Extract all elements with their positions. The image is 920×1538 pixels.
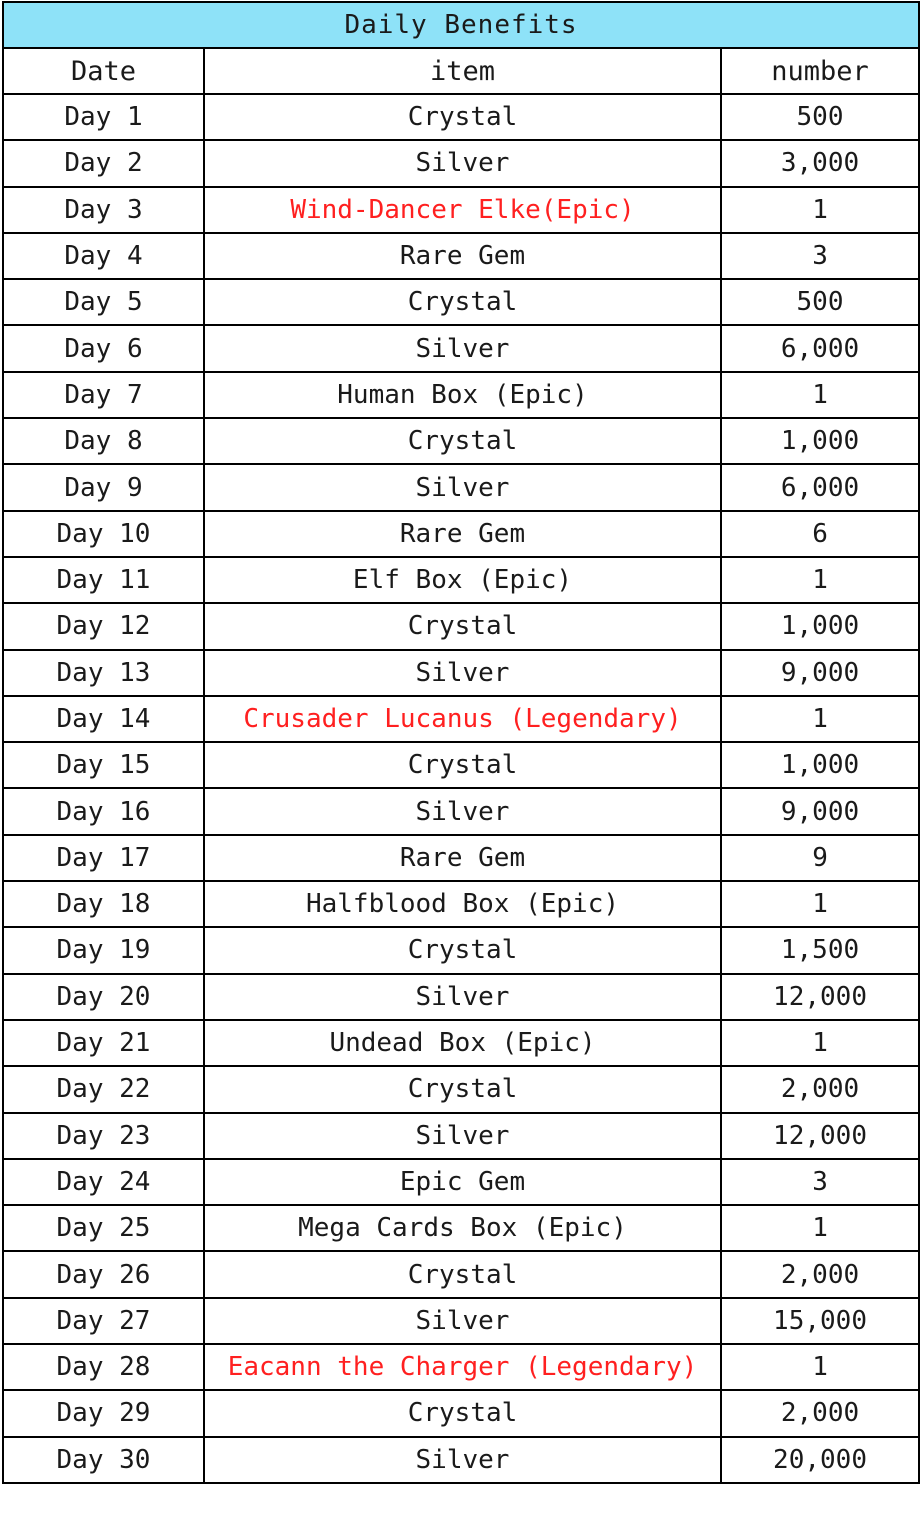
item-cell: Silver [204,650,721,696]
number-cell: 500 [721,279,919,325]
item-cell: Crusader Lucanus (Legendary) [204,696,721,742]
table-row [3,650,919,696]
item-cell: Rare Gem [204,233,721,279]
table-row [3,94,919,140]
table-row [3,557,919,603]
table-row [3,1020,919,1066]
item-cell: Epic Gem [204,1159,721,1205]
date-cell: Day 13 [3,650,204,696]
table-row [3,1437,919,1483]
date-cell: Day 18 [3,881,204,927]
number-cell: 20,000 [721,1437,919,1483]
table-row [3,881,919,927]
date-cell: Day 3 [3,187,204,233]
date-cell: Day 15 [3,742,204,788]
date-cell: Day 2 [3,140,204,186]
item-cell: Crystal [204,927,721,973]
table-row [3,835,919,881]
date-cell: Day 8 [3,418,204,464]
item-cell: Silver [204,1437,721,1483]
date-cell: Day 25 [3,1205,204,1251]
date-cell: Day 28 [3,1344,204,1390]
item-cell: Human Box (Epic) [204,372,721,418]
table-row [3,233,919,279]
table-row [3,1205,919,1251]
item-cell: Silver [204,325,721,371]
item-cell: Crystal [204,1390,721,1436]
table-row [3,1344,919,1390]
number-cell: 2,000 [721,1390,919,1436]
item-cell: Undead Box (Epic) [204,1020,721,1066]
table-row [3,742,919,788]
number-cell: 1 [721,557,919,603]
date-cell: Day 11 [3,557,204,603]
date-cell: Day 9 [3,464,204,510]
table-row [3,1159,919,1205]
number-cell: 2,000 [721,1066,919,1112]
item-cell: Rare Gem [204,835,721,881]
number-cell: 3 [721,1159,919,1205]
item-cell: Crystal [204,279,721,325]
table-row [3,372,919,418]
date-cell: Day 4 [3,233,204,279]
date-cell: Day 14 [3,696,204,742]
table-row [3,603,919,649]
number-cell: 1,000 [721,418,919,464]
column-header-number: number [721,48,919,94]
item-cell: Crystal [204,742,721,788]
number-cell: 1 [721,881,919,927]
table-row [3,1113,919,1159]
date-cell: Day 19 [3,927,204,973]
title-row [3,2,919,48]
item-cell: Silver [204,1298,721,1344]
date-cell: Day 5 [3,279,204,325]
date-cell: Day 7 [3,372,204,418]
number-cell: 15,000 [721,1298,919,1344]
table-body [3,94,919,1483]
date-cell: Day 26 [3,1251,204,1297]
number-cell: 6,000 [721,464,919,510]
item-cell: Halfblood Box (Epic) [204,881,721,927]
number-cell: 1 [721,1344,919,1390]
item-cell: Silver [204,1113,721,1159]
date-cell: Day 30 [3,1437,204,1483]
number-cell: 500 [721,94,919,140]
table-row [3,140,919,186]
number-cell: 1,000 [721,742,919,788]
date-cell: Day 24 [3,1159,204,1205]
number-cell: 1 [721,696,919,742]
column-header-date: Date [3,48,204,94]
item-cell: Eacann the Charger (Legendary) [204,1344,721,1390]
item-cell: Mega Cards Box (Epic) [204,1205,721,1251]
table-row [3,1390,919,1436]
table-row [3,788,919,834]
date-cell: Day 10 [3,511,204,557]
date-cell: Day 23 [3,1113,204,1159]
table-row [3,1251,919,1297]
table-title: Daily Benefits [3,2,919,48]
item-cell: Crystal [204,94,721,140]
table-row [3,696,919,742]
number-cell: 1 [721,187,919,233]
number-cell: 1,000 [721,603,919,649]
item-cell: Rare Gem [204,511,721,557]
number-cell: 2,000 [721,1251,919,1297]
number-cell: 1 [721,1020,919,1066]
date-cell: Day 27 [3,1298,204,1344]
item-cell: Silver [204,464,721,510]
number-cell: 3,000 [721,140,919,186]
number-cell: 1,500 [721,927,919,973]
date-cell: Day 17 [3,835,204,881]
number-cell: 3 [721,233,919,279]
number-cell: 6,000 [721,325,919,371]
table-row [3,279,919,325]
number-cell: 1 [721,372,919,418]
item-cell: Crystal [204,1251,721,1297]
date-cell: Day 16 [3,788,204,834]
number-cell: 9 [721,835,919,881]
date-cell: Day 29 [3,1390,204,1436]
date-cell: Day 1 [3,94,204,140]
table-row [3,1066,919,1112]
item-cell: Silver [204,788,721,834]
table-row [3,1298,919,1344]
item-cell: Crystal [204,1066,721,1112]
header-row [3,48,919,94]
table-row [3,325,919,371]
number-cell: 12,000 [721,974,919,1020]
daily-benefits-table [2,1,920,1484]
date-cell: Day 22 [3,1066,204,1112]
item-cell: Silver [204,974,721,1020]
item-cell: Silver [204,140,721,186]
table-row [3,187,919,233]
date-cell: Day 20 [3,974,204,1020]
table-row [3,974,919,1020]
number-cell: 1 [721,1205,919,1251]
number-cell: 9,000 [721,650,919,696]
date-cell: Day 21 [3,1020,204,1066]
number-cell: 9,000 [721,788,919,834]
table-row [3,418,919,464]
number-cell: 12,000 [721,1113,919,1159]
table-row [3,511,919,557]
table-row [3,927,919,973]
item-cell: Crystal [204,603,721,649]
item-cell: Wind-Dancer Elke(Epic) [204,187,721,233]
number-cell: 6 [721,511,919,557]
item-cell: Elf Box (Epic) [204,557,721,603]
date-cell: Day 6 [3,325,204,371]
table-row [3,464,919,510]
item-cell: Crystal [204,418,721,464]
column-header-item: item [204,48,721,94]
date-cell: Day 12 [3,603,204,649]
